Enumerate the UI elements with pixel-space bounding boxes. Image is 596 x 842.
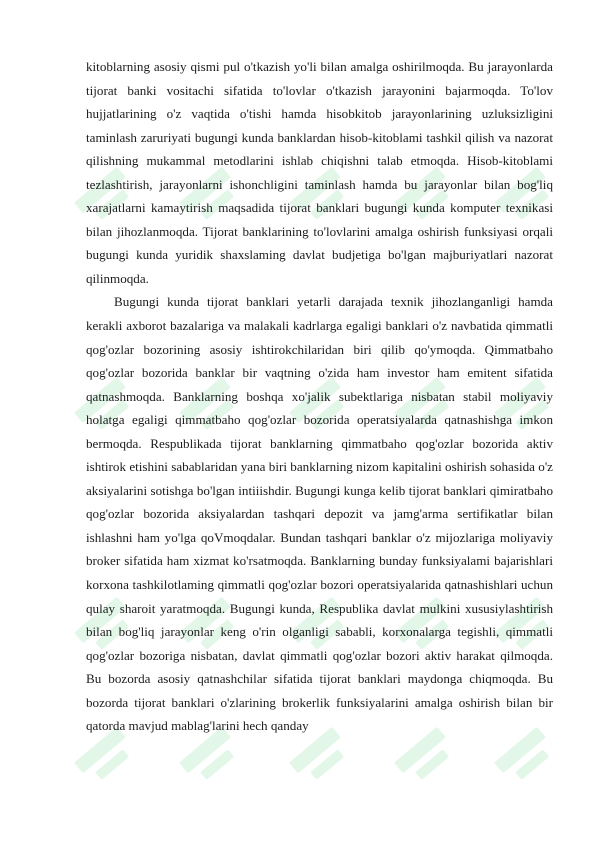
paragraph-banks-securities: Bugungi kunda tijorat banklari yetarli darajada texnik jihozlanganligi hamda kerakli axborot bazalariga va malakali kadrlarga egaligi banklari o'z navbatida qimmatli qog'ozlar bozorining asosiy ishtirokchilaridan biri qilib qo'ymoqda. Qimmatbaho qog'ozlar bozorida banklar bir vaqtning o'zida ham investor ham emitent sifatida qatnashmoqda. Banklarning boshqa xo'jalik subektlariga nisbatan stabil moliyaviy holatga egaligi qimmatbaho qog'ozlar bozorida operatsiyalarda qatnashishga imkon bermoqda. Respublikada tijorat banklarning qimmatbaho qog'ozlar bozorida aktiv ishtirok etishini sabablaridan yana biri banklarning nizom kapitalini oshirish sohasida o'z aksiyalarini sotishga bo'lgan intiiishdir. Bugungi kunga kelib tijorat banklari qimiratbaho qog'ozlar bozorida aksiyalardan tashqari depozit va jamg'arma sertifikatlar bilan ishlashni ham yo'lga qoVmoqdalar. Bundan tashqari banklar o'z mijozlariga moliyaviy broker sifatida ham xizmat ko'rsatmoqda. Banklarning bunday funksiyalami bajarishlari korxona tashkilotlaming qimmatli qog'ozlar bozori operatsiyalarida qatnashishlari uchun qulay sharoit yaratmoqda. Bugungi kunda, Respublika davlat mulkini xususiylashtirish bilan bog'liq jarayonlar keng o'rin olganligi sababli, korxonalarga tegishli, qimmatli qog'ozlar bozoriga nisbatan, davlat qimmatli qog'ozlar bozori aktiv harakat qilmoqda. Bu bozorda asosiy qatnashchilar sifatida tijorat banklari maydonga chiqmoqda. Bu bozorda tijorat banklari o'zlarining brokerlik funksiyalarini amalga oshirish bilan bir qatorda mavjud mablag'larini hech qanday: [86, 294, 553, 734]
body-text: [86, 55, 553, 738]
paragraph-continuation: kitoblarning asosiy qismi pul o'tkazish yo'li bilan amalga oshirilmoqda. Bu jarayonlarda tijorat banki vositachi sifatida to'lovlar o'tkazish jarayonini bajarmoqda. To'lov hujjatlarining o'z vaqtida o'tishi hamda hisobkitob jarayonlarining uzluksizligini taminlash zaruriyati bugungi kunda banklardan hisob-kitoblami tashkil qilish va nazorat qilishning mukammal metodlarini ishlab chiqishni talab etmoqda. Hisob-kitoblami tezlashtirish, jarayonlarni ishonchligini taminlash hamda bu jarayonlar bilan bog'liq xarajatlarni kamaytirish maqsadida tijorat banklari bugungi kunda komputer texnikasi bilan jihozlanmoqda. Tijorat banklarining to'lovlarini amalga oshirish funksiyasi orqali bugungi kunda yuridik shaxslaming davlat budjetiga bo'lgan majburiyatlari nazorat qilinmoqda.: [86, 59, 553, 286]
